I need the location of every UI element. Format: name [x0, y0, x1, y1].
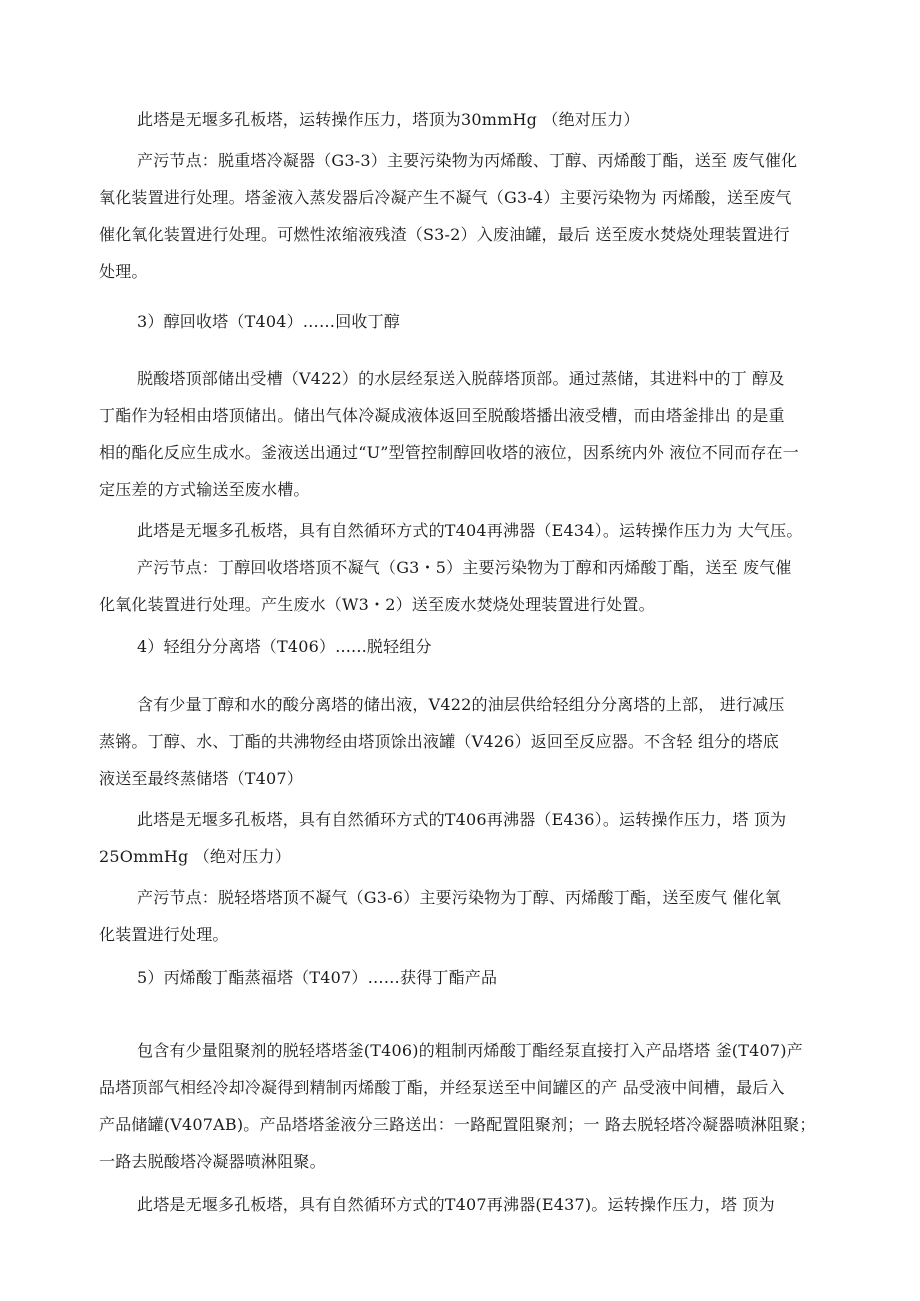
paragraph-line: 脱酸塔顶部储出受槽（V422）的水层经泵送入脱薛塔顶部。通过蒸储，其进料中的丁 醇及 [137, 369, 785, 388]
paragraph-line: 相的酯化反应生成水。釜液送出通过“U”型管控制醇回收塔的液位，因系统内外 液位不同而存在一 [99, 443, 799, 462]
paragraph-line: 定压差的方式输送至废水槽。 [99, 480, 310, 499]
paragraph-line: 化氧化装置进行处理。产生废水（W3・2）送至废水焚烧处理装置进行处置。 [99, 595, 655, 614]
paragraph-line: 化装置进行处理。 [99, 925, 229, 944]
paragraph-line: 蒸锵。丁醇、水、丁酯的共沸物经由塔顶馀出液罐（V426）返回至反应器。不含轻 组分的塔底 [99, 732, 779, 751]
paragraph-line: 产污节点：脱重塔冷凝器（G3-3）主要污染物为丙烯酸、丁醇、丙烯酸丁酯，送至 废气催化 [137, 151, 798, 170]
section-heading: 3）醇回收塔（T404）……回收丁醇 [137, 312, 400, 331]
paragraph-line: 产污节点：丁醇回收塔塔顶不凝气（G3・5）主要污染物为丁醇和丙烯酸丁酯，送至 废气催 [137, 558, 792, 577]
paragraph-line: 催化氧化装置进行处理。可燃性浓缩液残渣（S3-2）入废油罐，最后 送至废水焚烧处理装置进行 [99, 225, 790, 244]
paragraph-line: 此塔是无堰多孔板塔，具有自然循环方式的T407再沸器(E437)。运转操作压力，塔 顶为 [137, 1195, 775, 1214]
paragraph-line: 产品储罐(V407AB)。产品塔塔釜液分三路送出：一路配置阻聚剂；一 路去脱轻塔冷凝器喷淋阻聚； [99, 1115, 816, 1134]
paragraph-line: 液送至最终蒸储塔（T407） [99, 769, 304, 788]
section-heading: 5）丙烯酸丁酯蒸福塔（T407）……获得丁酯产品 [137, 968, 498, 987]
paragraph-line: 品塔顶部气相经冷却冷凝得到精制丙烯酸丁酯，并经泵送至中间罐区的产 品受液中间槽，最后入 [99, 1078, 785, 1097]
paragraph-line: 此塔是无堰多孔板塔，具有自然循环方式的T404再沸器（E434）。运转操作压力为 大气压。 [137, 521, 803, 540]
paragraph-line: 处理。 [99, 262, 148, 281]
paragraph-line: 丁酯作为轻相由塔顶储出。储出气体冷凝成液体返回至脱酸塔播出液受槽，而由塔釜排出 的是重 [99, 406, 785, 425]
section-heading: 4）轻组分分离塔（T406）......脱轻组分 [137, 637, 432, 656]
paragraph-line: 氧化装置进行处理。塔釜液入蒸发器后冷凝产生不凝气（G3-4）主要污染物为 丙烯酸，送至废气 [99, 188, 792, 207]
paragraph-line: 产污节点：脱轻塔塔顶不凝气（G3-6）主要污染物为丁醇、丙烯酸丁酯，送至废气 催化氧 [137, 888, 782, 907]
paragraph-line: 此塔是无堰多孔板塔，运转操作压力，塔顶为30mmHg （绝对压力） [137, 110, 640, 129]
paragraph-line: 一路去脱酸塔冷凝器喷淋阻聚。 [99, 1152, 326, 1171]
paragraph-line: 25OmmHg （绝对压力） [99, 847, 291, 866]
paragraph-line: 此塔是无堰多孔板塔，具有自然循环方式的T406再沸器（E436）。运转操作压力，塔 顶为 [137, 810, 787, 829]
paragraph-line: 含有少量丁醇和水的酸分离塔的储出液，V422的油层供给轻组分分离塔的上部， 进行减压 [137, 695, 785, 714]
paragraph-line: 包含有少量阻聚剂的脱轻塔塔釜(T406)的粗制丙烯酸丁酯经泵直接打入产品塔塔 釜(T407)产 [137, 1041, 803, 1060]
